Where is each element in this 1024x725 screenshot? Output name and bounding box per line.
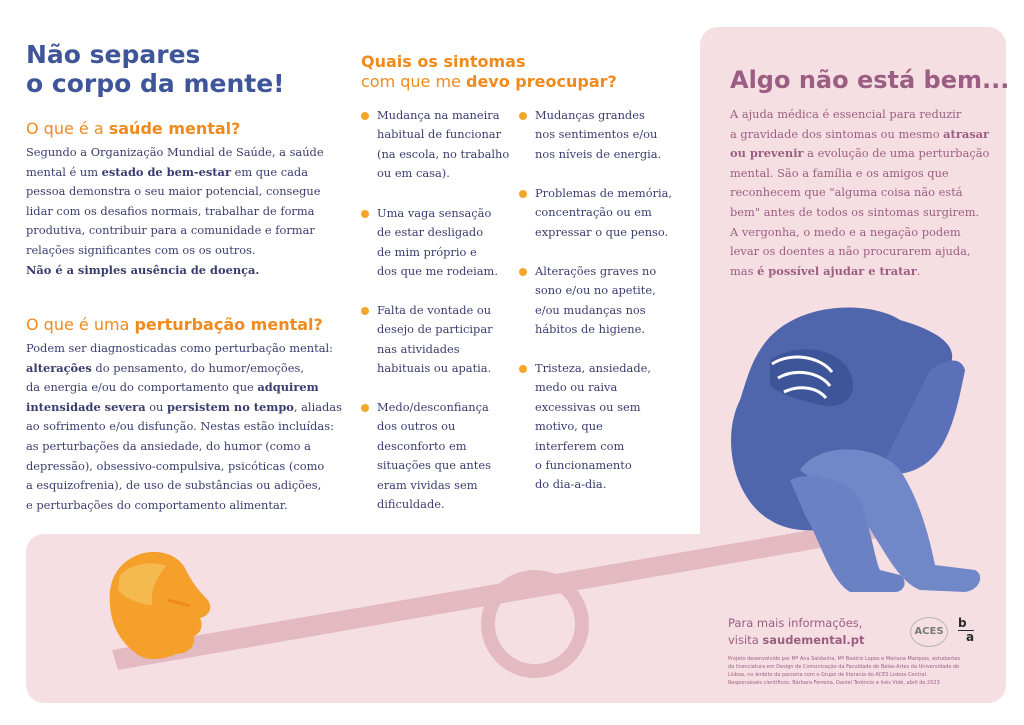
symptom-item: Falta de vontade ou desejo de participar nas atividades habituais ou apatia. [377, 303, 493, 376]
symptom-item: Medo/desconfiança dos outros ou desconforto em situações que antes eram vividas sem dificuldade. [377, 400, 491, 512]
bullet-dot-icon [519, 190, 527, 198]
symptoms-heading: Quais os sintomas com que me devo preocupar? [361, 52, 617, 91]
symptom-item: Uma vaga sensação de estar desligado de mim próprio e dos que me rodeiam. [377, 206, 498, 279]
symptom-item: Mudanças grandes nos sentimentos e/ou nos níveis de energia. [535, 108, 662, 161]
symptom-item: Mudança na maneira habitual de funcionar (na escola, no trabalho ou em casa). [377, 108, 510, 181]
more-info: Para mais informações, visita saudemental.pt [728, 616, 865, 647]
main-title: Não separes o corpo da mente! [26, 40, 285, 98]
mental-disorder-text: Podem ser diagnosticadas como perturbação mental: alterações do pensamento, do humor/emoções, da energia e/ou do comportamento que adquirem intensidade severa ou persistem no tempo, aliadas ao sofrimento e/ou disfunção. Nestas estão incluídas: as perturbações da ansiedade, do humor (como a depressão), obsessivo-compulsiva, psicóticas (como a esquizofrenia), de uso de substâncias ou adições, e perturbações do comportamento alimentar. [26, 341, 342, 512]
website-link[interactable]: saudemental.pt [762, 633, 865, 647]
bullet-dot-icon [361, 112, 369, 120]
bullet-dot-icon [361, 404, 369, 412]
bullet-dot-icon [361, 210, 369, 218]
symptom-item: Problemas de memória, concentração ou em expressar o que penso. [535, 186, 673, 239]
bullet-dot-icon [519, 112, 527, 120]
mental-health-text: Segundo a Organização Mundial de Saúde, a saúde mental é um estado de bem-estar em que cada pessoa demonstra o seu maior potencial, consegue lidar com os desafios normais, trabalhar de forma produtiva, contribuir para a comunidade e formar relações significantes com os os outros. Não é a simples ausência de doença. [26, 145, 324, 277]
mental-disorder-heading: O que é uma perturbação mental? [26, 315, 323, 334]
ba-logo: b a [958, 616, 975, 644]
bullet-dot-icon [519, 365, 527, 373]
credits-text: Projeto desenvolvido por Mª Ana Saldanha, Mª Beatriz Lopes e Mariana Marques, estudantes da licenciatura em Design de Comunicação da Faculdade de Belas-Artes da Universidade de Lisboa, no âmbito da parceria com o Grupo de literacia do ACES Lisboa Central. Responsáveis científicos: Bárbara Ferreira, Daniel Terêncio e Inês Vidé, abril de 2023 [728, 656, 960, 686]
mental-health-heading: O que é a saúde mental? [26, 119, 241, 138]
right-panel-text: A ajuda médica é essencial para reduzir a gravidade dos sintomas ou mesmo atrasar ou prevenir a evolução de uma perturbação mental. São a família e os amigos que reconhecem que "alguma coisa não está bem" antes de todos os sintomas surgirem. A vergonha, o medo e a negação podem levar os doentes a não procurarem ajuda, mas é possível ajudar e tratar. [730, 107, 990, 278]
bullet-dot-icon [361, 307, 369, 315]
right-panel-title: Algo não está bem... [730, 66, 1010, 94]
symptom-item: Tristeza, ansiedade, medo ou raiva excessivas ou sem motivo, que interferem com o funcionamento do dia-a-dia. [535, 361, 651, 492]
bullet-dot-icon [519, 268, 527, 276]
symptom-item: Alterações graves no sono e/ou no apetite, e/ou mudanças nos hábitos de higiene. [535, 264, 657, 337]
aces-logo: ACES [910, 617, 948, 647]
